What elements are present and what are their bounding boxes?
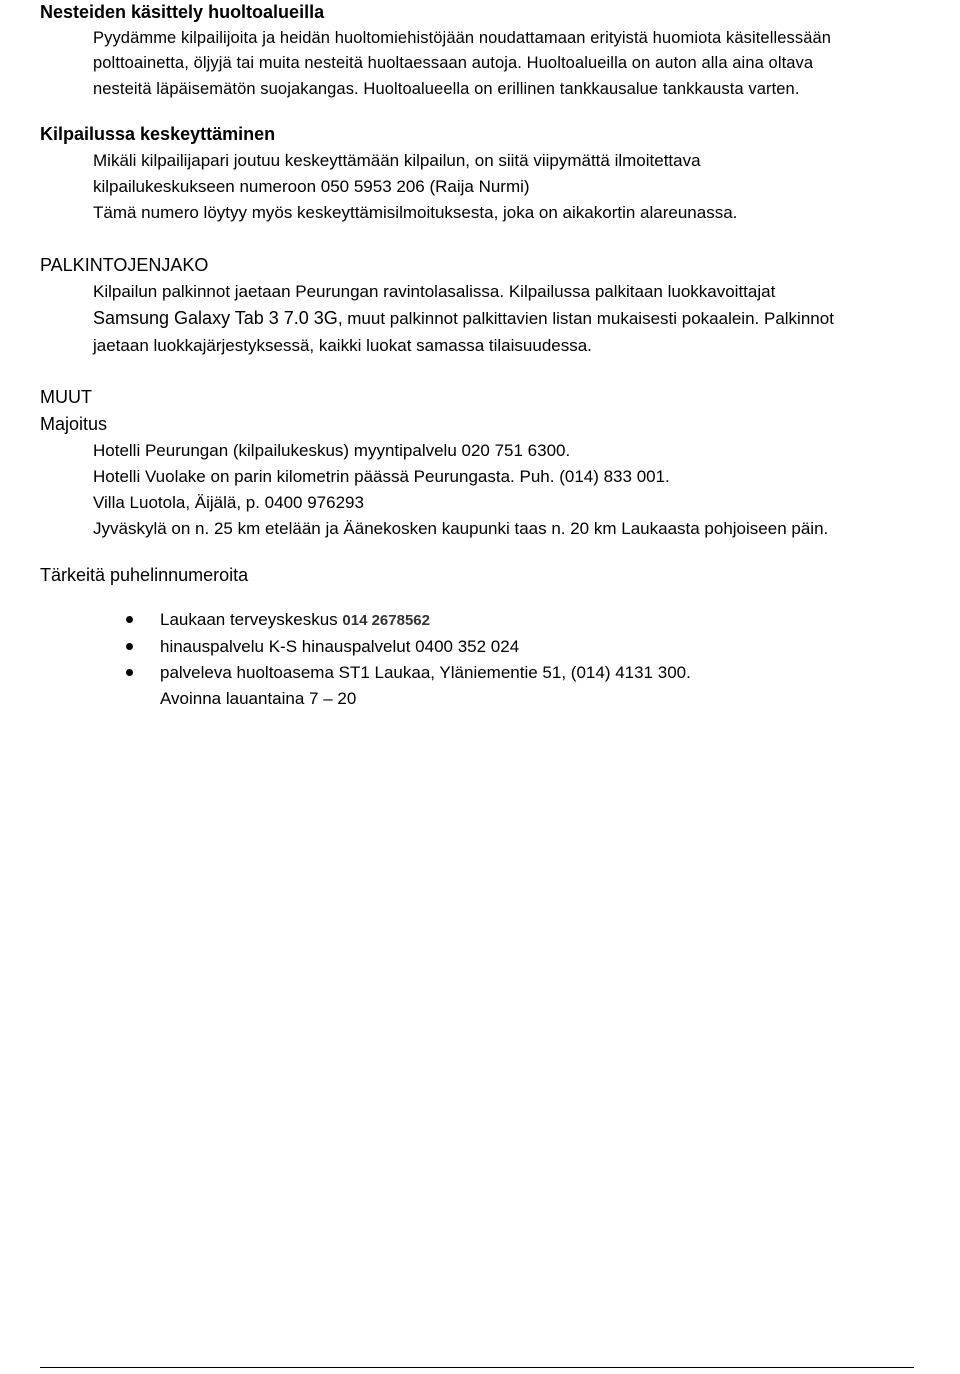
prize-line-rest: , muut palkinnot palkittavien listan mukaisesti pokaalein. Palkinnot [337,309,834,328]
section-heading-puhelinnumerot: Tärkeitä puhelinnumeroita [40,565,249,585]
paragraph-line: Hotelli Vuolake on parin kilometrin päässä Peurungasta. Puh. (014) 833 001. [93,467,670,486]
phone-number: 014 2678562 [342,612,430,629]
list-item [160,609,430,632]
list-item-text: Laukaan terveyskeskus [160,610,343,629]
paragraph-line: Pyydämme kilpailijoita ja heidän huoltomiehistöjään noudattamaan erityistä huomiota käsitellessään [93,29,832,47]
paragraph-line-prize [93,307,834,330]
section-heading-majoitus: Majoitus [40,414,108,434]
paragraph-line: Kilpailun palkinnot jaetaan Peurungan ravintolasalissa. Kilpailussa palkitaan luokkavoittajat [93,282,776,301]
bullet-icon [126,669,133,676]
list-item: palveleva huoltoasema ST1 Laukaa, Yläniementie 51, (014) 4131 300. [160,663,691,682]
paragraph-line: kilpailukeskukseen numeroon 050 5953 206 (Raija Nurmi) [93,177,530,196]
bullet-icon [126,616,133,623]
section-heading-nesteiden: Nesteiden käsittely huoltoalueilla [40,2,325,22]
paragraph-line: nesteitä läpäisemätön suojakangas. Huoltoalueella on erillinen tankkausalue tankkausta varten. [93,80,800,98]
footer-divider [40,1367,914,1368]
paragraph-line: Mikäli kilpailijapari joutuu keskeyttämään kilpailun, on siitä viipymättä ilmoitettava [93,151,701,170]
prize-name: Samsung Galaxy Tab 3 7.0 3G [93,308,338,328]
section-heading-keskeyttaminen: Kilpailussa keskeyttäminen [40,124,276,144]
section-heading-muut: MUUT [40,387,92,407]
bullet-icon [126,643,133,650]
list-item-continuation: Avoinna lauantaina 7 – 20 [160,689,357,708]
list-item: hinauspalvelu K-S hinauspalvelut 0400 352 024 [160,637,520,656]
section-heading-palkintojenjako: PALKINTOJENJAKO [40,255,209,275]
paragraph-line: Hotelli Peurungan (kilpailukeskus) myyntipalvelu 020 751 6300. [93,441,571,460]
paragraph-line: jaetaan luokkajärjestyksessä, kaikki luokat samassa tilaisuudessa. [93,336,592,355]
paragraph-line: polttoainetta, öljyjä tai muita nesteitä huoltaessaan autoja. Huoltoalueilla on auton alla aina oltava [93,54,814,72]
paragraph-line: Jyväskylä on n. 25 km etelään ja Äänekosken kaupunki taas n. 20 km Laukaasta pohjoiseen päin. [93,519,829,538]
paragraph-line: Villa Luotola, Äijälä, p. 0400 976293 [93,493,364,512]
paragraph-line: Tämä numero löytyy myös keskeyttämisilmoituksesta, joka on aikakortin alareunassa. [93,203,738,222]
